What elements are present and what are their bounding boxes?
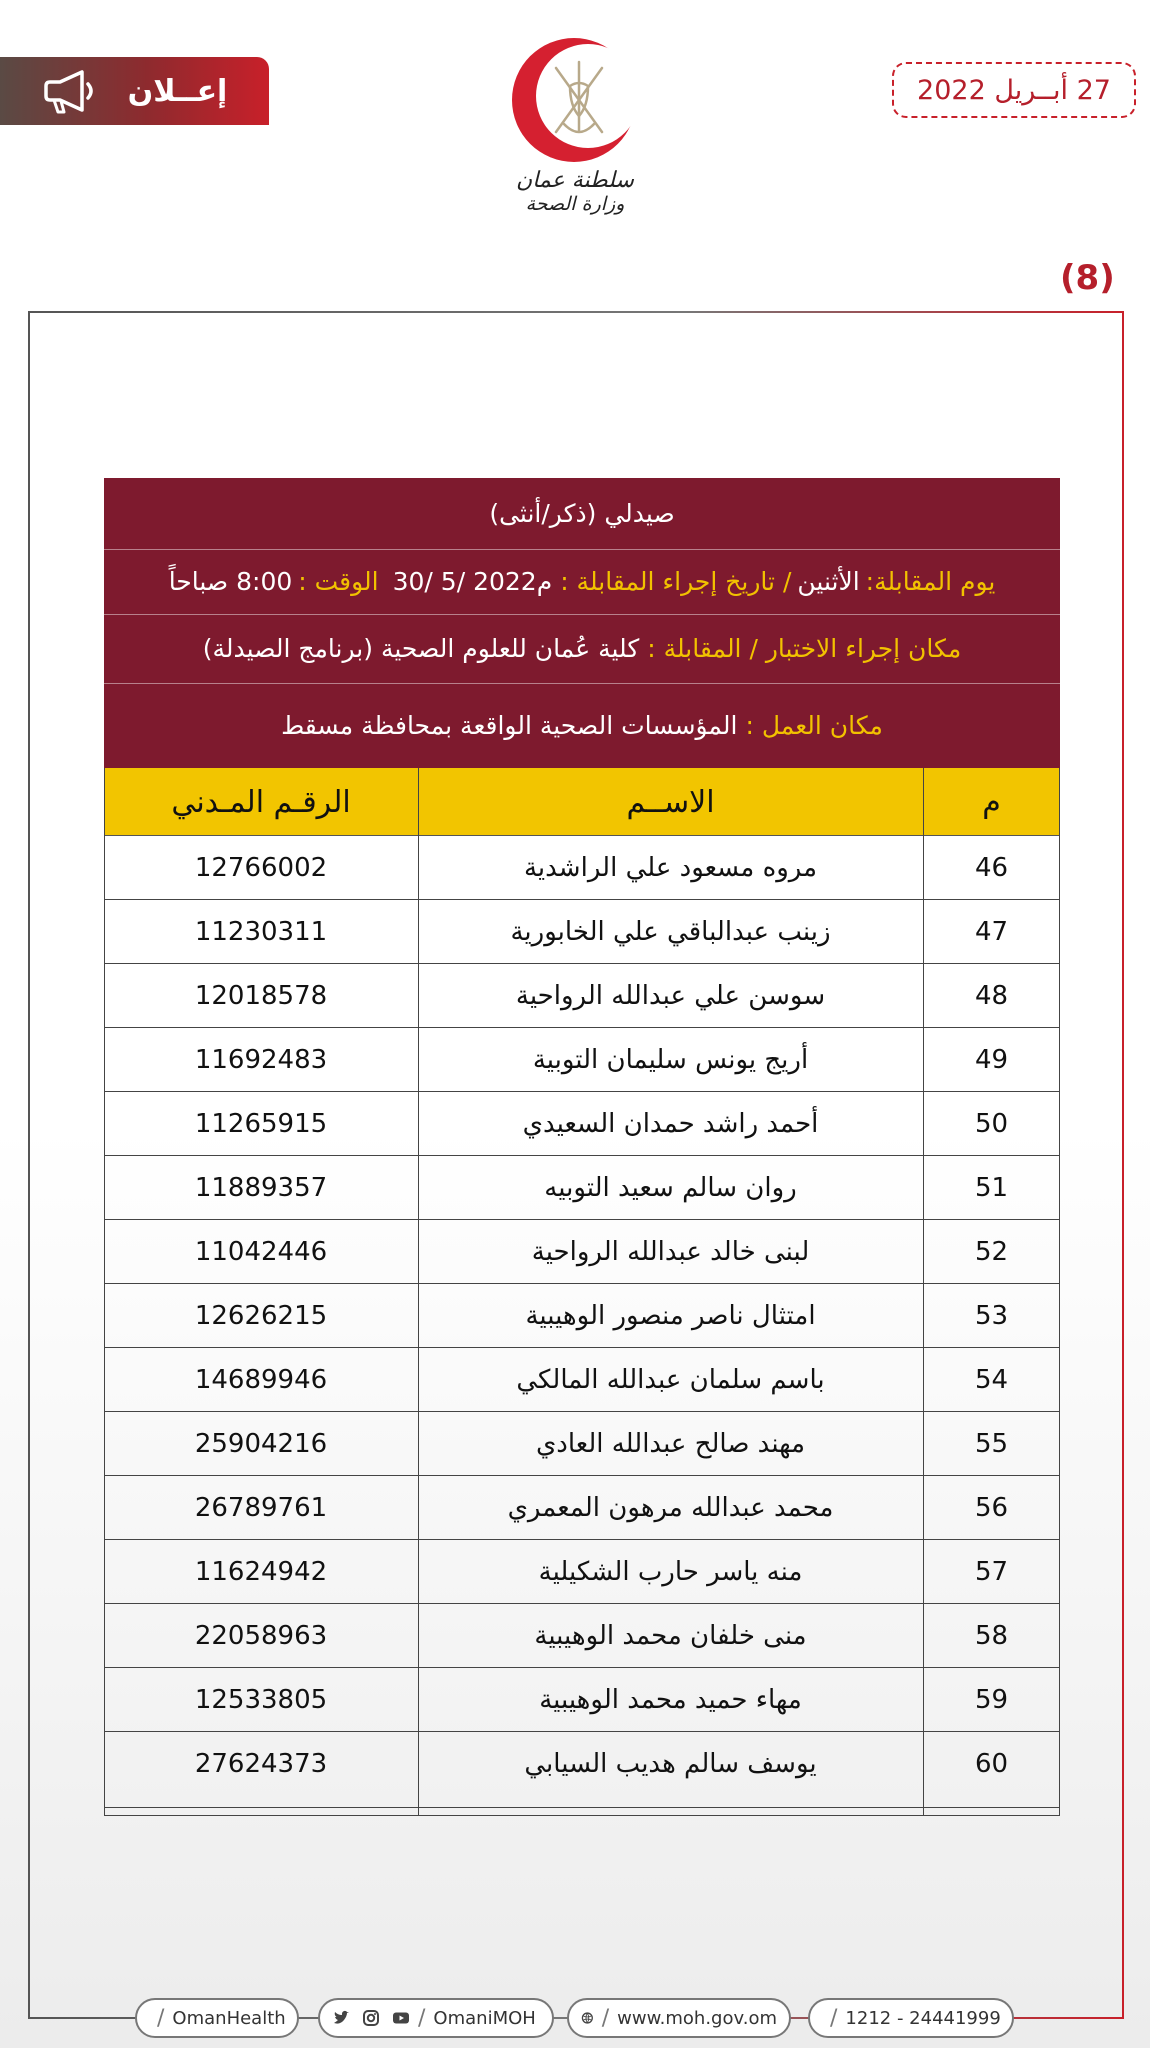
table-row <box>104 1348 1060 1412</box>
civil-number-cell: 11265915 <box>194 1109 328 1139</box>
page-number: (8) <box>1060 258 1115 298</box>
workplace-row <box>104 683 1060 768</box>
interview-date-value: 30/ 5/ 2022م <box>392 567 553 596</box>
facebook-pill[interactable] <box>135 1998 299 2038</box>
name-cell: منى خلفان محمد الوهيبية <box>534 1621 807 1651</box>
logo-text-line1: سلطنة عمان <box>516 168 634 193</box>
table-row <box>104 1668 1060 1732</box>
table-row <box>104 1732 1060 1808</box>
venue-row <box>104 614 1060 683</box>
job-title: صيدلي (ذكر/أنثى) <box>489 499 675 528</box>
table-row <box>104 1028 1060 1092</box>
separator-slash-icon: / <box>830 2005 838 2031</box>
civil-number-cell: 11042446 <box>194 1237 328 1267</box>
table-row <box>104 1540 1060 1604</box>
name-cell: روان سالم سعيد التوبيه <box>544 1173 797 1203</box>
job-title-row <box>104 478 1060 549</box>
table-header <box>104 768 1060 836</box>
social-pill[interactable] <box>318 1998 554 2038</box>
civil-number-cell: 14689946 <box>194 1365 328 1395</box>
civil-number-cell: 11889357 <box>194 1173 328 1203</box>
announcement-label: إعــلان <box>127 73 228 109</box>
serial-cell: 58 <box>974 1621 1009 1651</box>
workplace-label: مكان العمل : <box>745 711 883 740</box>
ministry-logo <box>490 28 660 233</box>
civil-number-cell: 11230311 <box>194 917 328 947</box>
table-row <box>104 1412 1060 1476</box>
footer-contacts <box>135 1998 1015 2040</box>
candidates-table <box>104 768 1060 1808</box>
name-cell: باسم سلمان عبدالله المالكي <box>516 1365 825 1395</box>
date-badge <box>892 62 1136 118</box>
serial-cell: 55 <box>974 1429 1009 1459</box>
name-cell: امتثال ناصر منصور الوهيبية <box>525 1301 816 1331</box>
serial-cell: 60 <box>974 1749 1009 1779</box>
serial-cell: 52 <box>974 1237 1009 1267</box>
date-text: 27 أبــريل 2022 <box>917 74 1111 106</box>
table-body <box>104 836 1060 1808</box>
separator-slash-icon: / <box>418 2005 426 2031</box>
job-info-panel <box>104 478 1060 768</box>
name-cell: زينب عبدالباقي علي الخابورية <box>510 917 831 947</box>
name-cell: أحمد راشد حمدان السعيدي <box>522 1109 819 1139</box>
serial-cell: 53 <box>974 1301 1009 1331</box>
globe-icon <box>581 2009 594 2027</box>
time-value: 8:00 صباحاً <box>168 567 293 596</box>
frame-right-border <box>1122 311 1124 2019</box>
civil-number-cell: 25904216 <box>194 1429 328 1459</box>
name-cell: مهند صالح عبدالله العادي <box>535 1429 806 1459</box>
venue-value: كلية عُمان للعلوم الصحية (برنامج الصيدلة) <box>202 634 640 663</box>
table-row <box>104 836 1060 900</box>
interview-schedule-row <box>104 549 1060 614</box>
twitter-icon <box>332 2009 350 2027</box>
name-cell: محمد عبدالله مرهون المعمري <box>507 1493 834 1523</box>
serial-cell: 47 <box>974 917 1009 947</box>
serial-cell: 59 <box>974 1685 1009 1715</box>
megaphone-icon <box>42 66 102 116</box>
frame-top-border <box>28 311 1124 313</box>
serial-cell: 48 <box>974 981 1009 1011</box>
venue-label: مكان إجراء الاختبار / المقابلة : <box>647 634 962 663</box>
youtube-icon <box>392 2009 410 2027</box>
civil-number-cell: 27624373 <box>194 1749 328 1779</box>
time-label: الوقت : <box>298 567 379 596</box>
name-cell: مهاء حميد محمد الوهيبية <box>539 1685 802 1715</box>
serial-cell: 49 <box>974 1045 1009 1075</box>
separator-slash-icon: / <box>157 2005 165 2031</box>
name-cell: منه ياسر حارب الشكيلية <box>538 1557 803 1587</box>
logo-text-line2: وزارة الصحة <box>525 193 625 215</box>
header-serial: م <box>982 784 1001 820</box>
table-row <box>104 1476 1060 1540</box>
serial-cell: 57 <box>974 1557 1009 1587</box>
interview-day-value: الأثنين <box>797 567 860 596</box>
serial-cell: 54 <box>974 1365 1009 1395</box>
header-name: الاســم <box>626 784 715 820</box>
table-row <box>104 1284 1060 1348</box>
serial-cell: 46 <box>974 853 1009 883</box>
table-row <box>104 1604 1060 1668</box>
table-row <box>104 1092 1060 1156</box>
table-row <box>104 1156 1060 1220</box>
header-civil-number: الرقـم المـدني <box>171 784 351 820</box>
social-handle: OmaniMOH <box>433 2007 536 2029</box>
table-row <box>104 964 1060 1028</box>
announcement-tab <box>0 57 269 125</box>
name-cell: مروه مسعود علي الراشدية <box>523 853 818 883</box>
name-cell: لبنى خالد عبدالله الرواحية <box>531 1237 810 1267</box>
frame-left-border <box>28 311 30 2019</box>
name-cell: سوسن علي عبدالله الرواحية <box>515 981 826 1011</box>
civil-number-cell: 12766002 <box>194 853 328 883</box>
separator-slash-icon: / <box>601 2005 610 2031</box>
workplace-value: المؤسسات الصحية الواقعة بمحافظة مسقط <box>281 711 738 740</box>
civil-number-cell: 11692483 <box>194 1045 328 1075</box>
phone-pill[interactable] <box>808 1998 1014 2038</box>
table-row <box>104 900 1060 964</box>
serial-cell: 56 <box>974 1493 1009 1523</box>
civil-number-cell: 12018578 <box>194 981 328 1011</box>
interview-date-label: / تاريخ إجراء المقابلة : <box>560 567 792 596</box>
table-row <box>104 1220 1060 1284</box>
name-cell: يوسف سالم هديب السيابي <box>524 1749 817 1779</box>
serial-cell: 51 <box>974 1173 1009 1203</box>
interview-day-label: يوم المقابلة: <box>865 567 996 596</box>
serial-cell: 50 <box>974 1109 1009 1139</box>
phone-number: 1212 - 24441999 <box>845 2007 1001 2029</box>
civil-number-cell: 12533805 <box>194 1685 328 1715</box>
civil-number-cell: 22058963 <box>194 1621 328 1651</box>
civil-number-cell: 11624942 <box>194 1557 328 1587</box>
website-pill[interactable] <box>567 1998 791 2038</box>
name-cell: أريج يونس سليمان التوبية <box>532 1045 809 1075</box>
website-url: www.moh.gov.om <box>617 2007 777 2029</box>
facebook-handle: OmanHealth <box>172 2007 286 2029</box>
civil-number-cell: 12626215 <box>194 1301 328 1331</box>
instagram-icon <box>362 2009 380 2027</box>
civil-number-cell: 26789761 <box>194 1493 328 1523</box>
